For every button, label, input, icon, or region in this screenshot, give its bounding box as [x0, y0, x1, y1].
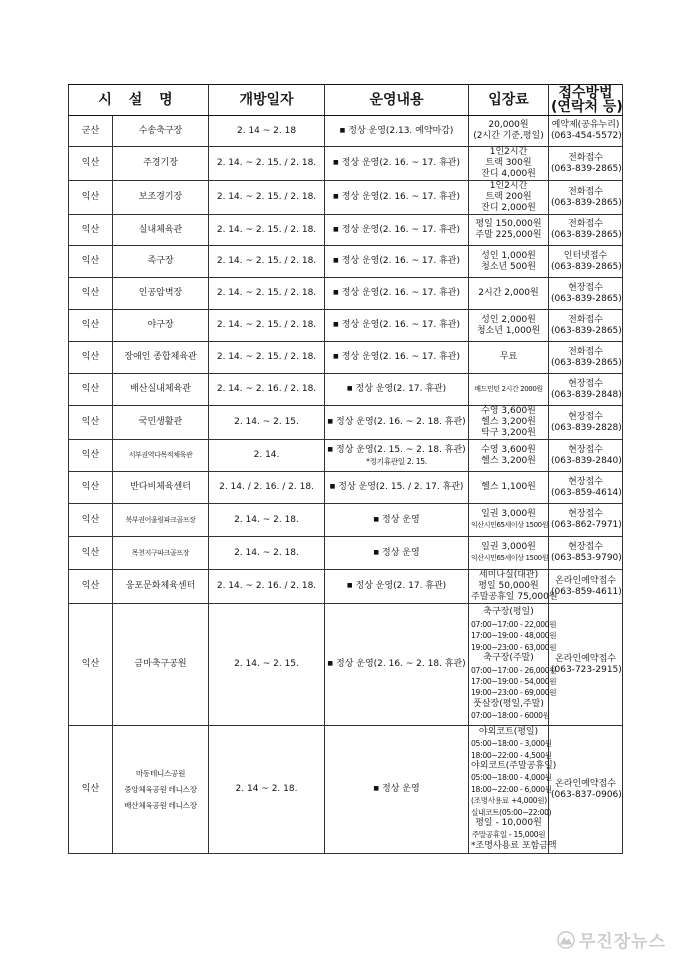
operation-line: 정상 운영 [382, 514, 420, 525]
fee-line: 수영 3,600원 [481, 406, 536, 416]
contact-method-cell [549, 570, 623, 604]
fee-line: 주말 225,000원 [475, 230, 542, 240]
fee-cell [469, 147, 549, 181]
table-row [69, 374, 623, 406]
fee-cell [469, 537, 549, 570]
fee-line: 익산시민65세이상 1500원 [471, 554, 549, 562]
facility-name-cell [113, 406, 209, 440]
operation-cell [325, 570, 469, 604]
operation-line: 정상 운영(2. 16. ~ 17. 휴관) [341, 352, 460, 362]
contact-method-line: (063-837-0906) [551, 789, 622, 800]
fee-line: 트랙 200원 [485, 192, 532, 202]
operation-cell [325, 116, 469, 147]
open-period-cell: 2. 14. / 2. 16. / 2. 18. [209, 472, 325, 504]
facility-name-cell [113, 278, 209, 310]
operation-cell [325, 181, 469, 215]
operation-entry [327, 384, 466, 395]
region-cell: 익산 [69, 440, 113, 472]
operation-entry [327, 192, 466, 203]
fee-line: 05:00~18:00 - 3,000원 [471, 739, 552, 749]
fee-cell [469, 604, 557, 726]
contact-method-line: 전화접수 [568, 152, 603, 163]
facility-name-line: 인공암벽장 [138, 288, 183, 298]
region-cell: 익산 [69, 147, 113, 181]
bullet-square-icon: ■ [333, 289, 339, 296]
table-row [69, 472, 623, 504]
open-period-cell: 2. 14. ~ 2. 15. [209, 604, 325, 726]
bullet-square-icon: ■ [333, 225, 339, 233]
operation-entry [327, 417, 466, 428]
operation-cell [325, 504, 469, 537]
fee-cell [469, 278, 549, 310]
open-period-cell: 2. 14. ~ 2. 16. / 2. 18. [209, 570, 325, 604]
contact-method-line: 전화접수 [568, 219, 603, 229]
operation-line: 정상 운영(2. 15. / 2. 17. 휴관) [338, 482, 464, 492]
operation-cell [325, 406, 469, 440]
fee-cell [469, 342, 549, 374]
contact-method-cell [549, 504, 623, 537]
header-period: 개방일자 [209, 85, 325, 116]
contact-method-line: (063-839-2865) [551, 230, 622, 240]
table-row [69, 406, 623, 440]
contact-method-line: 현장접수 [568, 476, 603, 487]
bullet-square-icon: ■ [327, 445, 333, 453]
region-cell: 익산 [69, 604, 113, 726]
contact-method-cell [549, 147, 623, 181]
facility-name-line: 국민생활관 [138, 417, 183, 427]
contact-method-line: (063-839-2848) [551, 389, 622, 400]
contact-method-line: (063-853-9790) [551, 553, 622, 563]
fee-line: 17:00~19:00 - 54,000원 [471, 676, 557, 686]
operation-line: 정상 운영(2. 16. ~ 17. 휴관) [341, 224, 460, 235]
fee-line: 야외코트(주말공휴일) [471, 760, 557, 771]
fee-line: 실내코트(05:00~22:00) [471, 807, 552, 817]
watermark [557, 927, 666, 952]
fee-cell [469, 472, 549, 504]
operation-entry [327, 352, 466, 363]
contact-method-line: 온라인예약접수 [555, 575, 616, 586]
contact-method-line: 온라인예약접수 [555, 778, 616, 789]
operation-entry [327, 482, 466, 493]
fee-line: 19:00~23:00 - 69,000원 [471, 688, 557, 698]
header-method-line: 접수방법 [558, 85, 613, 101]
operation-cell [325, 604, 469, 726]
operation-line: 정상 운영(2. 17. 휴관) [355, 384, 447, 394]
open-period-cell: 2. 14. ~ 2. 15. / 2. 18. [209, 215, 325, 246]
region-cell: 익산 [69, 726, 113, 854]
table-row [69, 726, 623, 854]
contact-method-line: (063-839-2865) [551, 325, 622, 336]
open-period-cell: 2. 14. ~ 2. 16. / 2. 18. [209, 374, 325, 406]
contact-method-line: 전화접수 [568, 186, 603, 197]
operation-line: 정상 운영(2. 16. ~ 17. 휴관) [341, 320, 460, 330]
contact-method-line: 전화접수 [568, 346, 603, 357]
contact-method-cell [549, 537, 623, 570]
contact-method-line: 예약제(공유누리) [551, 120, 620, 130]
bullet-square-icon: ■ [333, 257, 339, 264]
fee-line: 헬스 1,100원 [481, 482, 536, 492]
operation-cell [325, 726, 469, 854]
region-cell: 익산 [69, 181, 113, 215]
contact-method-cell [549, 374, 623, 406]
fee-cell [469, 504, 549, 537]
contact-method-cell [549, 246, 623, 278]
fee-line: 17:00~19:00 - 48,000원 [471, 631, 557, 641]
header-fee: 입장료 [469, 85, 549, 116]
contact-method-cell [549, 116, 623, 147]
header-operation: 운영내용 [325, 85, 469, 116]
contact-method-cell [549, 278, 623, 310]
table-row [69, 147, 623, 181]
contact-method-line: (063-862-7971) [551, 520, 622, 530]
operation-cell [325, 472, 469, 504]
facility-name-line: 족구장 [147, 256, 174, 266]
facility-name-cell [113, 147, 209, 181]
fee-cell [469, 406, 549, 440]
table-row [69, 440, 623, 472]
bullet-square-icon: ■ [346, 582, 353, 589]
open-period-cell: 2. 14. [209, 440, 325, 472]
fee-line: 축구장(주말) [483, 653, 534, 664]
contact-method-cell [549, 215, 623, 246]
facility-name-line: 반다비체육센터 [130, 482, 191, 492]
fee-cell [469, 570, 558, 604]
facility-name-line: 금마축구공원 [134, 659, 187, 669]
fee-line: 일권 3,000원 [481, 542, 536, 552]
contact-method-line: (063-839-2865) [551, 163, 622, 174]
fee-cell [469, 726, 557, 854]
operation-entry [327, 288, 466, 299]
contact-method-cell [549, 181, 623, 215]
facility-name-line: 목천지구파크골프장 [131, 548, 190, 557]
contact-method-cell [549, 440, 623, 472]
table-row [69, 604, 623, 726]
fee-line: 평일 - 10,000원 [475, 818, 542, 829]
fee-line: 1인2시간 [489, 147, 528, 157]
contact-method-line: 현장접수 [568, 509, 603, 519]
operation-entry [327, 225, 466, 236]
fee-line: 잔디 4,000원 [481, 169, 536, 179]
facility-name-cell [113, 726, 209, 854]
fee-line: 성인 2,000원 [481, 314, 536, 325]
operation-entry [327, 659, 466, 670]
facility-name-line: 배산체육공원 테니스장 [124, 800, 197, 810]
bullet-square-icon: ■ [373, 548, 380, 556]
mountain-logo-icon [557, 931, 575, 949]
contact-method-line: 현장접수 [568, 411, 603, 422]
facility-name-cell [113, 604, 209, 726]
fee-line: 1인2시간 [489, 181, 528, 191]
bullet-square-icon: ■ [327, 660, 333, 667]
open-period-cell: 2. 14. ~ 2. 15. / 2. 18. [209, 278, 325, 310]
fee-cell [469, 116, 549, 147]
facility-name-cell [113, 570, 209, 604]
fee-line: 익산시민65세이상 1500원 [471, 521, 549, 529]
bullet-square-icon: ■ [333, 353, 339, 360]
contact-method-line: (063-859-4614) [551, 487, 622, 498]
contact-method-line: 온라인예약접수 [555, 653, 616, 664]
contact-method-line: (063-839-2828) [551, 422, 622, 433]
facility-name-line: 배산실내체육관 [130, 384, 191, 394]
table-row [69, 310, 623, 342]
fee-line: 18:00~22:00 - 4,500원 [471, 750, 552, 760]
fee-line: 평일 50,000원 [478, 581, 539, 591]
operation-entry [327, 126, 466, 137]
fee-line: 트랙 300원 [485, 158, 532, 168]
fee-line: 일권 3,000원 [481, 509, 536, 519]
table-row [69, 246, 623, 278]
table-row [69, 570, 623, 604]
facility-name-line: 주경기장 [143, 158, 178, 168]
bullet-square-icon: ■ [339, 126, 346, 134]
contact-method-line: 인터넷접수 [563, 250, 608, 261]
operation-entry [327, 320, 466, 331]
operation-entry [327, 256, 466, 267]
bullet-square-icon: ■ [373, 515, 380, 523]
operation-line: 정상 운영(2. 16. ~ 17. 휴관) [341, 158, 460, 168]
fee-line: 주말공휴일 75,000원 [471, 592, 558, 602]
bullet-square-icon: ■ [346, 385, 353, 392]
fee-cell [469, 374, 549, 406]
operation-cell [325, 374, 469, 406]
open-period-cell: 2. 14. ~ 2. 15. / 2. 18. [209, 342, 325, 374]
operation-cell [325, 310, 469, 342]
facility-name-line: 웅포문화체육센터 [125, 581, 196, 591]
bullet-square-icon: ■ [373, 785, 380, 792]
operation-entry [327, 515, 466, 526]
fee-line: (조명사용료 +4,000원) [471, 796, 547, 806]
operation-cell [325, 147, 469, 181]
bullet-square-icon: ■ [333, 321, 339, 328]
facility-name-line: 보조경기장 [138, 192, 183, 202]
fee-line: 성인 1,000원 [481, 250, 536, 261]
contact-method-line: (063-839-2840) [551, 455, 622, 466]
fee-line: 헬스 3,200원 [481, 417, 536, 427]
operation-cell [325, 215, 469, 246]
contact-method-line: 현장접수 [568, 542, 603, 552]
facility-name-cell [113, 440, 209, 472]
table-row [69, 116, 623, 147]
bullet-square-icon: ■ [333, 159, 339, 166]
fee-line: 무료 [499, 352, 518, 362]
operation-line: 정상 운영(2.13. 예약마감) [348, 125, 454, 136]
open-period-cell: 2. 14. ~ 2. 18. [209, 537, 325, 570]
facility-name-cell [113, 310, 209, 342]
contact-method-line: (063-859-4611) [551, 586, 622, 597]
table-row [69, 537, 623, 570]
facility-name-cell [113, 116, 209, 147]
facility-name-cell [113, 215, 209, 246]
region-cell: 익산 [69, 278, 113, 310]
fee-line: 풋살장(평일,주말) [473, 698, 544, 709]
contact-method-cell [549, 342, 623, 374]
fee-line: 05:00~18:00 - 4,000원 [471, 773, 552, 783]
table-row [69, 181, 623, 215]
fee-cell [469, 246, 549, 278]
fee-cell [469, 310, 549, 342]
contact-method-line: (063-839-2865) [551, 357, 622, 368]
fee-line: *조명사용료 포함금액 [471, 840, 557, 851]
operation-entry [327, 158, 466, 169]
fee-line: 배드민턴 2시간 2000원 [474, 385, 543, 393]
contact-method-line: (063-839-2865) [551, 197, 622, 208]
fee-line: 수영 3,600원 [481, 444, 536, 455]
contact-method-line: (063-454-5572) [551, 131, 622, 141]
operation-line: 정상 운영(2. 16. ~ 17. 휴관) [341, 256, 460, 266]
open-period-cell: 2. 14. ~ 2. 18. [209, 504, 325, 537]
fee-line: 헬스 3,200원 [481, 455, 536, 466]
facility-name-cell [113, 504, 209, 537]
operation-cell [325, 246, 469, 278]
fee-line: 잔디 2,000원 [481, 203, 536, 213]
facility-name-cell [113, 374, 209, 406]
facility-name-line: 마동테니스공원 [135, 768, 186, 778]
contact-method-cell [549, 472, 623, 504]
open-period-cell: 2. 14. ~ 2. 15. / 2. 18. [209, 310, 325, 342]
operation-line: 정상 운영 [382, 547, 420, 558]
facility-name-line: 수송축구장 [138, 125, 183, 136]
bullet-square-icon: ■ [329, 483, 336, 490]
region-cell: 익산 [69, 310, 113, 342]
header-method [549, 85, 623, 116]
facility-name-line: 서부권역다목적체육관 [128, 451, 193, 459]
region-cell: 익산 [69, 504, 113, 537]
contact-method-line: 전화접수 [568, 314, 603, 325]
fee-line: (2시간 기준,평일) [473, 131, 544, 141]
operation-line: 정상 운영(2. 15. ~ 2. 18. 휴관) [336, 444, 466, 455]
contact-method-line: (063-839-2865) [551, 293, 622, 304]
operation-cell [325, 440, 469, 472]
table-row [69, 504, 623, 537]
open-period-cell: 2. 14 ~ 2. 18 [209, 116, 325, 147]
fee-line: 야외코트(평일) [478, 726, 539, 737]
operation-line: 정상 운영(2. 16. ~ 17. 휴관) [341, 288, 460, 298]
header-method-line: (연락처 등) [551, 99, 623, 115]
facility-name-line: 실내체육관 [138, 224, 183, 235]
facility-name-cell [113, 342, 209, 374]
operation-line: *정기휴관일 2. 15. [366, 456, 427, 466]
facility-name-line: 야구장 [147, 320, 174, 330]
operation-line: 정상 운영(2. 16. ~ 17. 휴관) [341, 192, 460, 202]
fee-line: 07:00~17:00 - 26,000원 [471, 665, 557, 675]
watermark-text: 무진장뉴스 [578, 932, 666, 952]
region-cell: 익산 [69, 472, 113, 504]
region-cell: 익산 [69, 215, 113, 246]
contact-method-line: (063-723-2915) [551, 664, 622, 675]
contact-method-line: (063-839-2865) [551, 261, 622, 272]
fee-line: 2시간 2,000원 [478, 288, 539, 298]
header-facility: 시 설 명 [69, 85, 209, 116]
facility-table [68, 84, 623, 854]
fee-line: 청소년 500원 [481, 261, 536, 272]
open-period-cell: 2. 14. ~ 2. 15. [209, 406, 325, 440]
bullet-square-icon: ■ [333, 193, 339, 200]
operation-cell [325, 537, 469, 570]
table-row [69, 215, 623, 246]
table-header-row [69, 85, 623, 116]
facility-name-cell [113, 537, 209, 570]
region-cell: 익산 [69, 342, 113, 374]
contact-method-cell [549, 310, 623, 342]
operation-cell [325, 342, 469, 374]
fee-line: 20,000원 [488, 120, 529, 130]
fee-line: 07:00~18:00 - 6000원 [471, 711, 550, 721]
fee-line: 평일 150,000원 [475, 219, 542, 229]
fee-cell [469, 181, 549, 215]
contact-method-line: 현장접수 [568, 378, 603, 389]
contact-method-cell [549, 604, 623, 726]
open-period-cell: 2. 14. ~ 2. 15. / 2. 18. [209, 181, 325, 215]
operation-entry [327, 548, 466, 559]
contact-method-cell [549, 406, 623, 440]
open-period-cell: 2. 14. ~ 2. 15. / 2. 18. [209, 147, 325, 181]
facility-name-cell [113, 472, 209, 504]
operation-line: 정상 운영(2. 17. 휴관) [355, 581, 447, 591]
operation-line: 정상 운영 [382, 784, 420, 794]
fee-cell [469, 440, 549, 472]
open-period-cell: 2. 14 ~ 2. 18. [209, 726, 325, 854]
fee-line: 세미나실(대관) [478, 570, 539, 580]
region-cell: 익산 [69, 406, 113, 440]
open-period-cell: 2. 14. ~ 2. 15. / 2. 18. [209, 246, 325, 278]
fee-line: 탁구 3,200원 [481, 428, 536, 438]
operation-cell [325, 278, 469, 310]
fee-line: 청소년 1,000원 [476, 325, 541, 336]
contact-method-line: 현장접수 [568, 444, 603, 455]
fee-cell [469, 215, 549, 246]
table-row [69, 342, 623, 374]
region-cell: 익산 [69, 246, 113, 278]
region-cell: 익산 [69, 374, 113, 406]
fee-line: 축구장(평일) [483, 607, 534, 618]
operation-entry [327, 784, 466, 795]
operation-entry [327, 445, 466, 456]
fee-line: 18:00~22:00 - 6,000원 [471, 784, 552, 794]
region-cell: 군산 [69, 116, 113, 147]
contact-method-line: 현장접수 [568, 282, 603, 293]
contact-method-cell [549, 726, 623, 854]
facility-name-cell [113, 246, 209, 278]
facility-name-line: 장애인 종합체육관 [124, 352, 197, 362]
fee-line: 19:00~23:00 - 63,000원 [471, 642, 557, 652]
operation-line: 정상 운영(2. 16. ~ 2. 18. 휴관) [336, 417, 466, 427]
region-cell: 익산 [69, 570, 113, 604]
fee-line: 주말공휴일 - 15,000원 [471, 830, 546, 840]
facility-name-line: 중앙체육공원 테니스장 [124, 784, 197, 794]
table-body [69, 116, 623, 854]
fee-line: 07:00~17:00 - 22,000원 [471, 619, 557, 629]
facility-name-cell [113, 181, 209, 215]
region-cell: 익산 [69, 537, 113, 570]
operation-entry [327, 581, 466, 592]
bullet-square-icon: ■ [327, 418, 333, 425]
operation-line: 정상 운영(2. 16. ~ 2. 18. 휴관) [336, 659, 466, 669]
table-row [69, 278, 623, 310]
facility-name-line: 북부권어울림파크골프장 [125, 515, 196, 524]
